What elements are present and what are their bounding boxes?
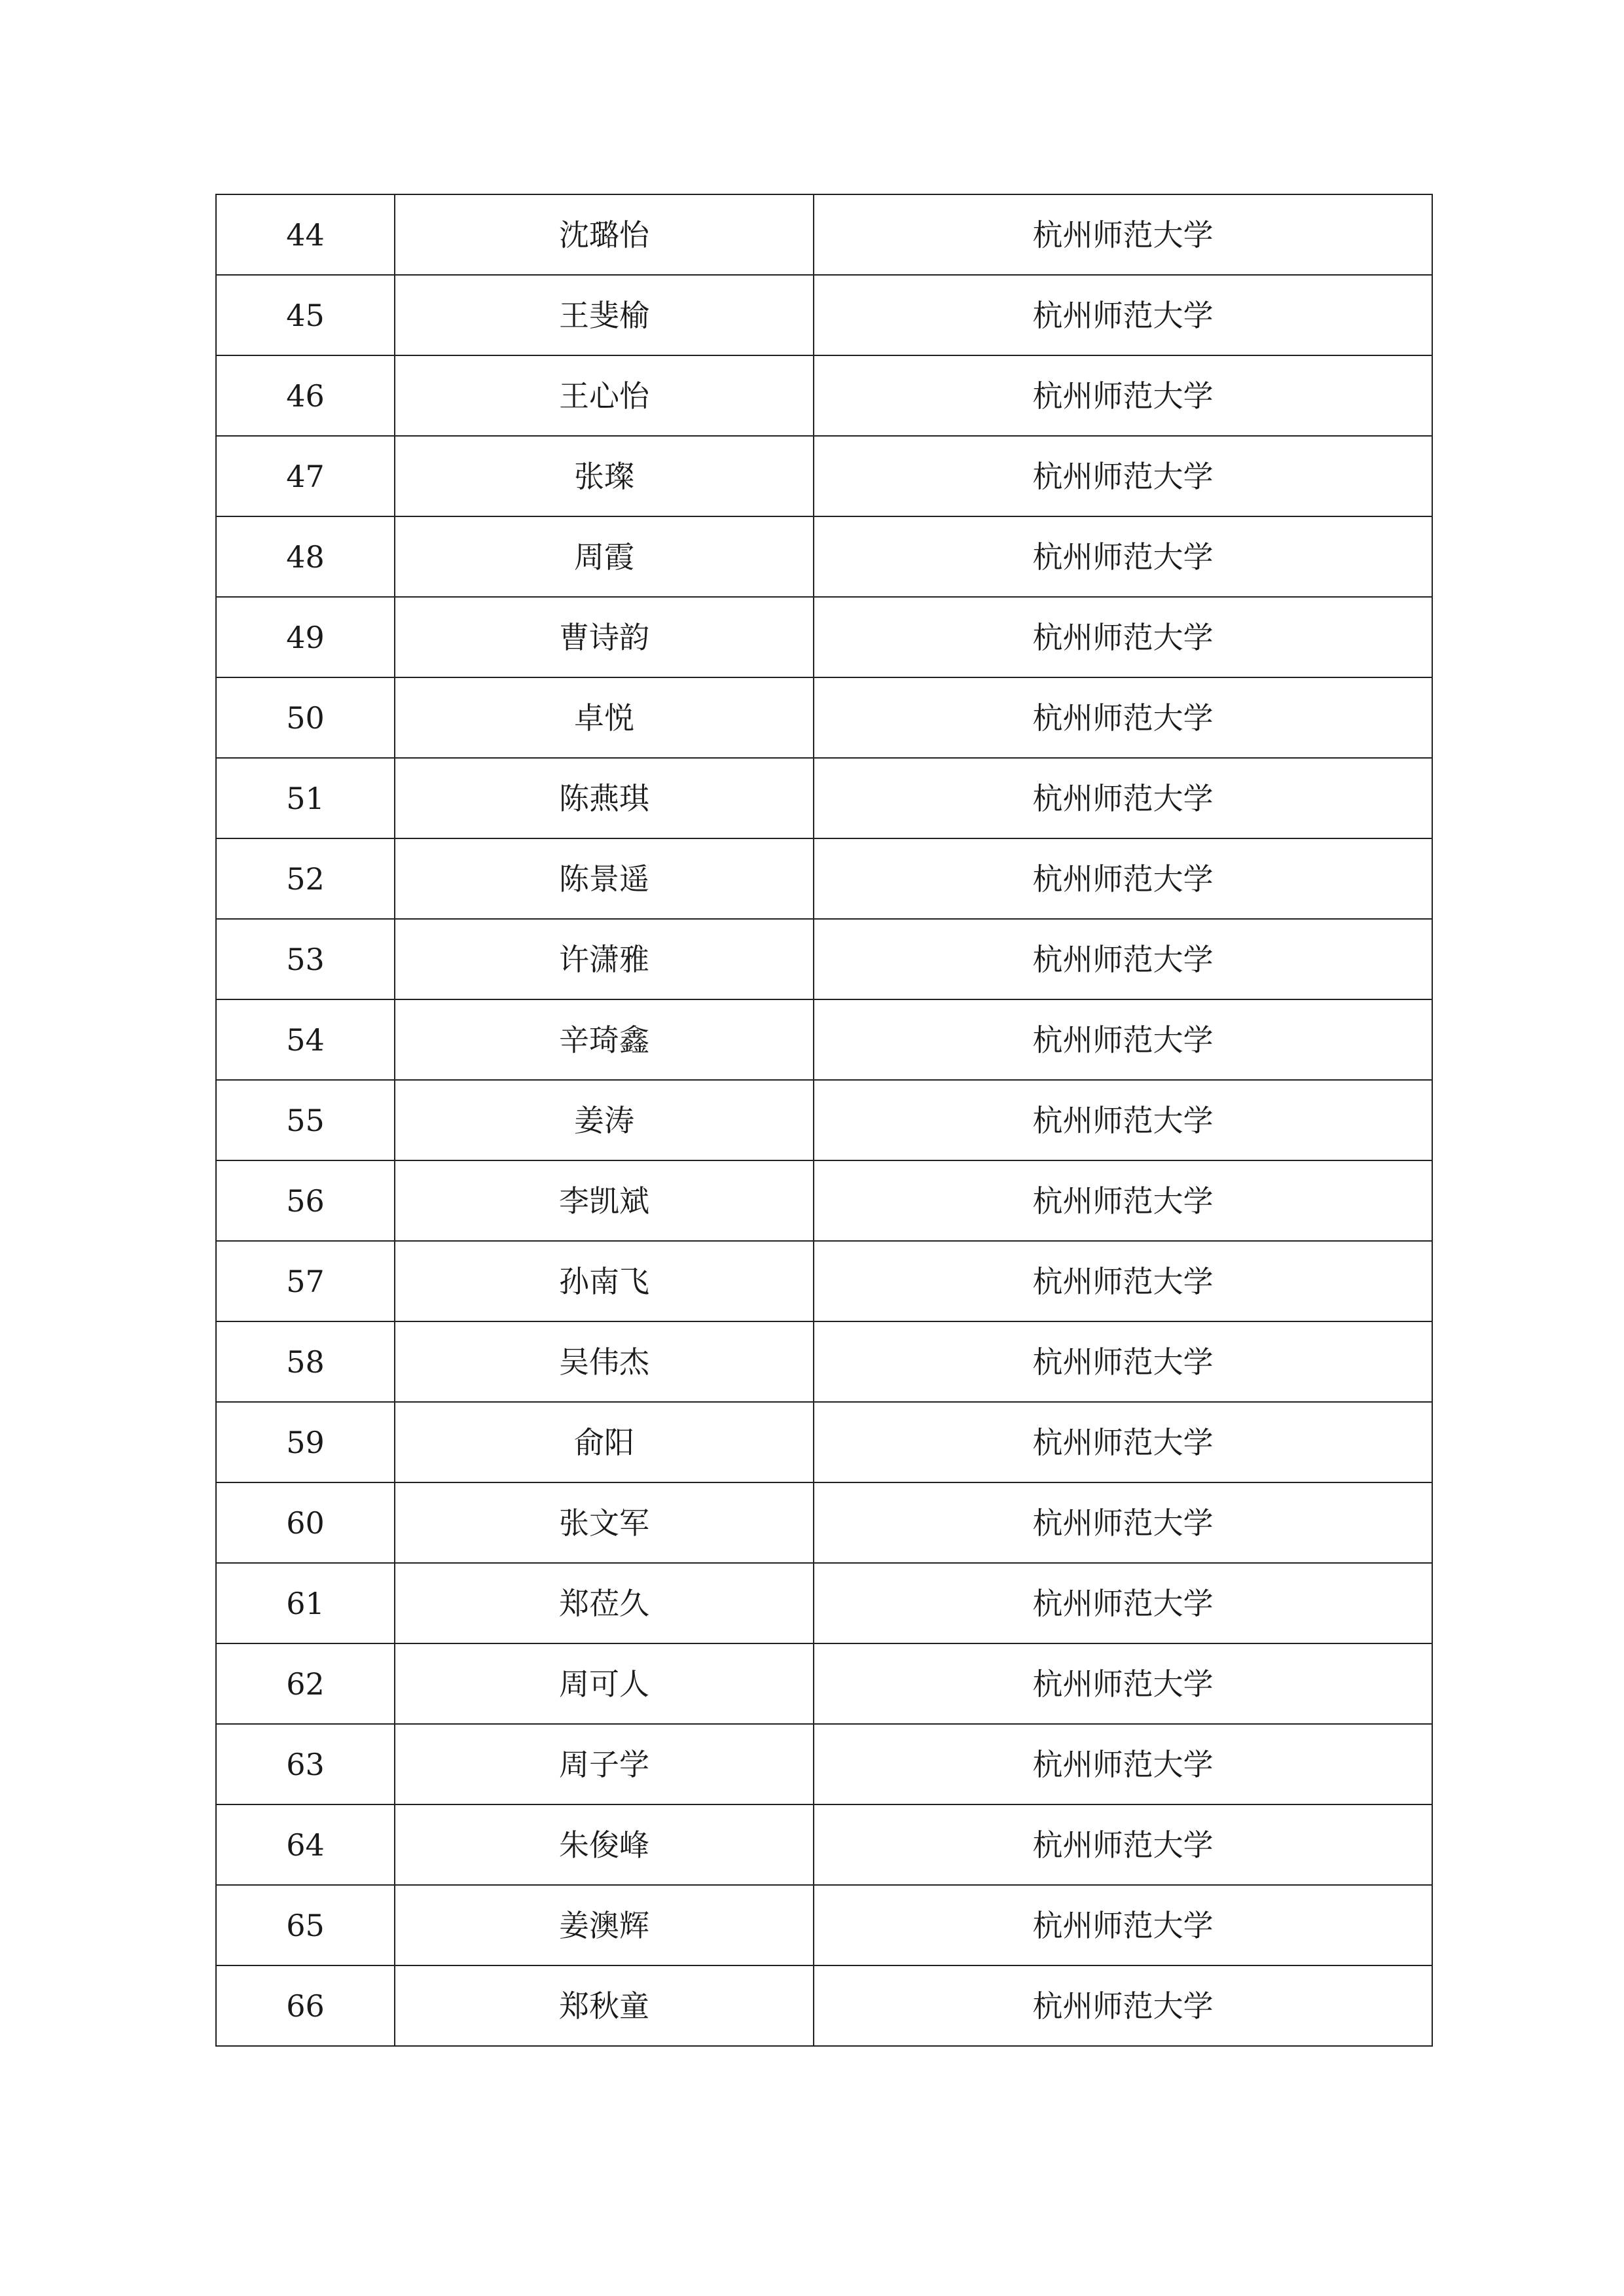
row-number-cell: 54 — [216, 999, 395, 1080]
name-cell: 郑秋童 — [395, 1965, 814, 2046]
name-cell: 王斐榆 — [395, 275, 814, 355]
unit-cell: 杭州师范大学 — [814, 1563, 1432, 1643]
unit-cell: 杭州师范大学 — [814, 919, 1432, 999]
unit-cell: 杭州师范大学 — [814, 1885, 1432, 1965]
row-number-cell: 46 — [216, 355, 395, 436]
unit-cell: 杭州师范大学 — [814, 1402, 1432, 1482]
table-row — [216, 1643, 1432, 1724]
name-cell: 张璨 — [395, 436, 814, 516]
table-row — [216, 999, 1432, 1080]
unit-cell: 杭州师范大学 — [814, 838, 1432, 919]
name-cell: 王心怡 — [395, 355, 814, 436]
row-number-cell: 45 — [216, 275, 395, 355]
table-row — [216, 1160, 1432, 1241]
name-cell: 周霞 — [395, 516, 814, 597]
row-number-cell: 53 — [216, 919, 395, 999]
row-number-cell: 57 — [216, 1241, 395, 1321]
name-cell: 许潇雅 — [395, 919, 814, 999]
table-row — [216, 516, 1432, 597]
row-number-cell: 62 — [216, 1643, 395, 1724]
table-row — [216, 1241, 1432, 1321]
table-row — [216, 1482, 1432, 1563]
row-number-cell: 50 — [216, 677, 395, 758]
roster-table-body — [216, 194, 1432, 2046]
unit-cell: 杭州师范大学 — [814, 597, 1432, 677]
table-row — [216, 355, 1432, 436]
name-cell: 吴伟杰 — [395, 1321, 814, 1402]
name-cell: 沈璐怡 — [395, 194, 814, 275]
row-number-cell: 47 — [216, 436, 395, 516]
table-row — [216, 919, 1432, 999]
row-number-cell: 48 — [216, 516, 395, 597]
row-number-cell: 56 — [216, 1160, 395, 1241]
row-number-cell: 58 — [216, 1321, 395, 1402]
unit-cell: 杭州师范大学 — [814, 516, 1432, 597]
table-row — [216, 1080, 1432, 1160]
unit-cell: 杭州师范大学 — [814, 1241, 1432, 1321]
table-row — [216, 1563, 1432, 1643]
unit-cell: 杭州师范大学 — [814, 436, 1432, 516]
roster-table — [215, 194, 1433, 2047]
table-row — [216, 1965, 1432, 2046]
table-row — [216, 758, 1432, 838]
table-row — [216, 1885, 1432, 1965]
unit-cell: 杭州师范大学 — [814, 1965, 1432, 2046]
table-row — [216, 597, 1432, 677]
row-number-cell: 59 — [216, 1402, 395, 1482]
unit-cell: 杭州师范大学 — [814, 355, 1432, 436]
row-number-cell: 61 — [216, 1563, 395, 1643]
name-cell: 朱俊峰 — [395, 1804, 814, 1885]
row-number-cell: 63 — [216, 1724, 395, 1804]
name-cell: 辛琦鑫 — [395, 999, 814, 1080]
unit-cell: 杭州师范大学 — [814, 194, 1432, 275]
unit-cell: 杭州师范大学 — [814, 758, 1432, 838]
name-cell: 周可人 — [395, 1643, 814, 1724]
name-cell: 陈燕琪 — [395, 758, 814, 838]
unit-cell: 杭州师范大学 — [814, 1160, 1432, 1241]
name-cell: 张文军 — [395, 1482, 814, 1563]
row-number-cell: 44 — [216, 194, 395, 275]
row-number-cell: 64 — [216, 1804, 395, 1885]
table-row — [216, 1804, 1432, 1885]
unit-cell: 杭州师范大学 — [814, 1804, 1432, 1885]
table-row — [216, 677, 1432, 758]
row-number-cell: 55 — [216, 1080, 395, 1160]
row-number-cell: 65 — [216, 1885, 395, 1965]
row-number-cell: 60 — [216, 1482, 395, 1563]
name-cell: 俞阳 — [395, 1402, 814, 1482]
unit-cell: 杭州师范大学 — [814, 1482, 1432, 1563]
name-cell: 郑莅久 — [395, 1563, 814, 1643]
name-cell: 曹诗韵 — [395, 597, 814, 677]
row-number-cell: 52 — [216, 838, 395, 919]
unit-cell: 杭州师范大学 — [814, 677, 1432, 758]
unit-cell: 杭州师范大学 — [814, 275, 1432, 355]
row-number-cell: 49 — [216, 597, 395, 677]
name-cell: 姜澳辉 — [395, 1885, 814, 1965]
name-cell: 孙南飞 — [395, 1241, 814, 1321]
table-row — [216, 436, 1432, 516]
name-cell: 陈景遥 — [395, 838, 814, 919]
unit-cell: 杭州师范大学 — [814, 1321, 1432, 1402]
table-row — [216, 194, 1432, 275]
unit-cell: 杭州师范大学 — [814, 1724, 1432, 1804]
name-cell: 卓悦 — [395, 677, 814, 758]
name-cell: 周子学 — [395, 1724, 814, 1804]
name-cell: 姜涛 — [395, 1080, 814, 1160]
table-row — [216, 838, 1432, 919]
unit-cell: 杭州师范大学 — [814, 999, 1432, 1080]
row-number-cell: 66 — [216, 1965, 395, 2046]
row-number-cell: 51 — [216, 758, 395, 838]
name-cell: 李凯斌 — [395, 1160, 814, 1241]
table-row — [216, 275, 1432, 355]
table-row — [216, 1402, 1432, 1482]
table-row — [216, 1724, 1432, 1804]
table-row — [216, 1321, 1432, 1402]
unit-cell: 杭州师范大学 — [814, 1643, 1432, 1724]
unit-cell: 杭州师范大学 — [814, 1080, 1432, 1160]
